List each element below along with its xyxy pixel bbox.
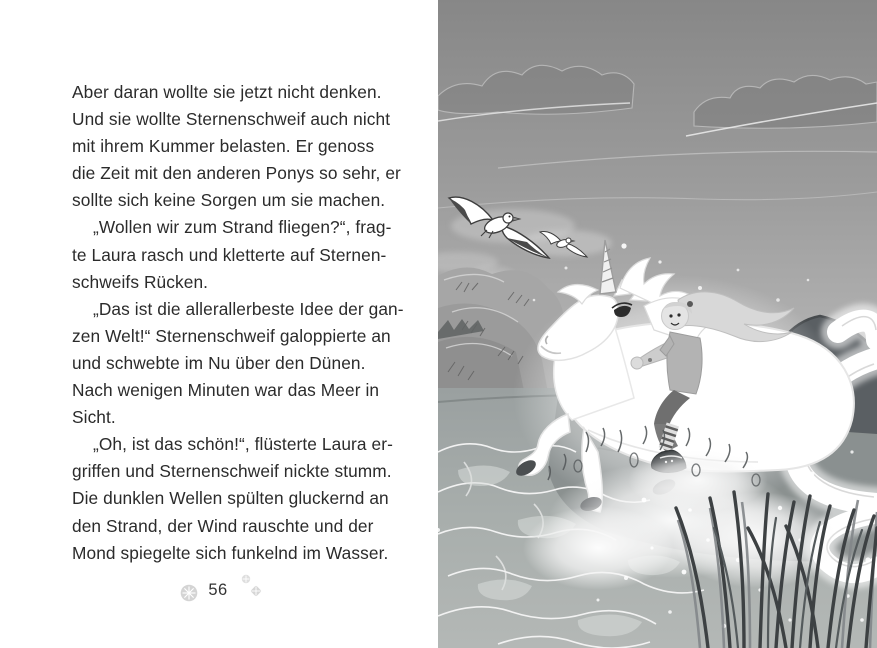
story-text — [72, 79, 412, 567]
story-paragraph: Aber daran wollte sie jetzt nicht denken. Und sie wollte Sternenschweif auch nicht mit ihrem Kummer belasten. Er genoss die Zeit mit den anderen Ponys so sehr, er sollte sich keine Sorgen um sie machen. — [72, 82, 401, 211]
story-paragraph: „Oh, ist das schön!“, flüsterte Laura er- griffen und Sternenschweif nickte stumm. Die dunklen Wellen spülten gluckernd an den Strand, der Wind rauschte und der Mond spiegelte sich funkelnd im Wasser. — [72, 434, 393, 563]
page-number: 56 — [208, 580, 228, 599]
sparkle-pair-icon — [237, 572, 265, 602]
page-footer — [72, 570, 372, 604]
story-paragraph: „Wollen wir zum Strand fliegen?“, frag- te Laura rasch und kletterte auf Sternen- schweifs Rücken. — [72, 217, 392, 292]
illustration-beach-unicorn — [438, 0, 877, 648]
starburst-sparkle-icon — [179, 583, 199, 603]
story-paragraph: „Das ist die allerallerbeste Idee der gan- zen Welt!“ Sternenschweif galoppierte an und schwebte im Nu über den Dünen. Nach wenigen Minuten war das Meer in Sicht. — [72, 298, 404, 428]
